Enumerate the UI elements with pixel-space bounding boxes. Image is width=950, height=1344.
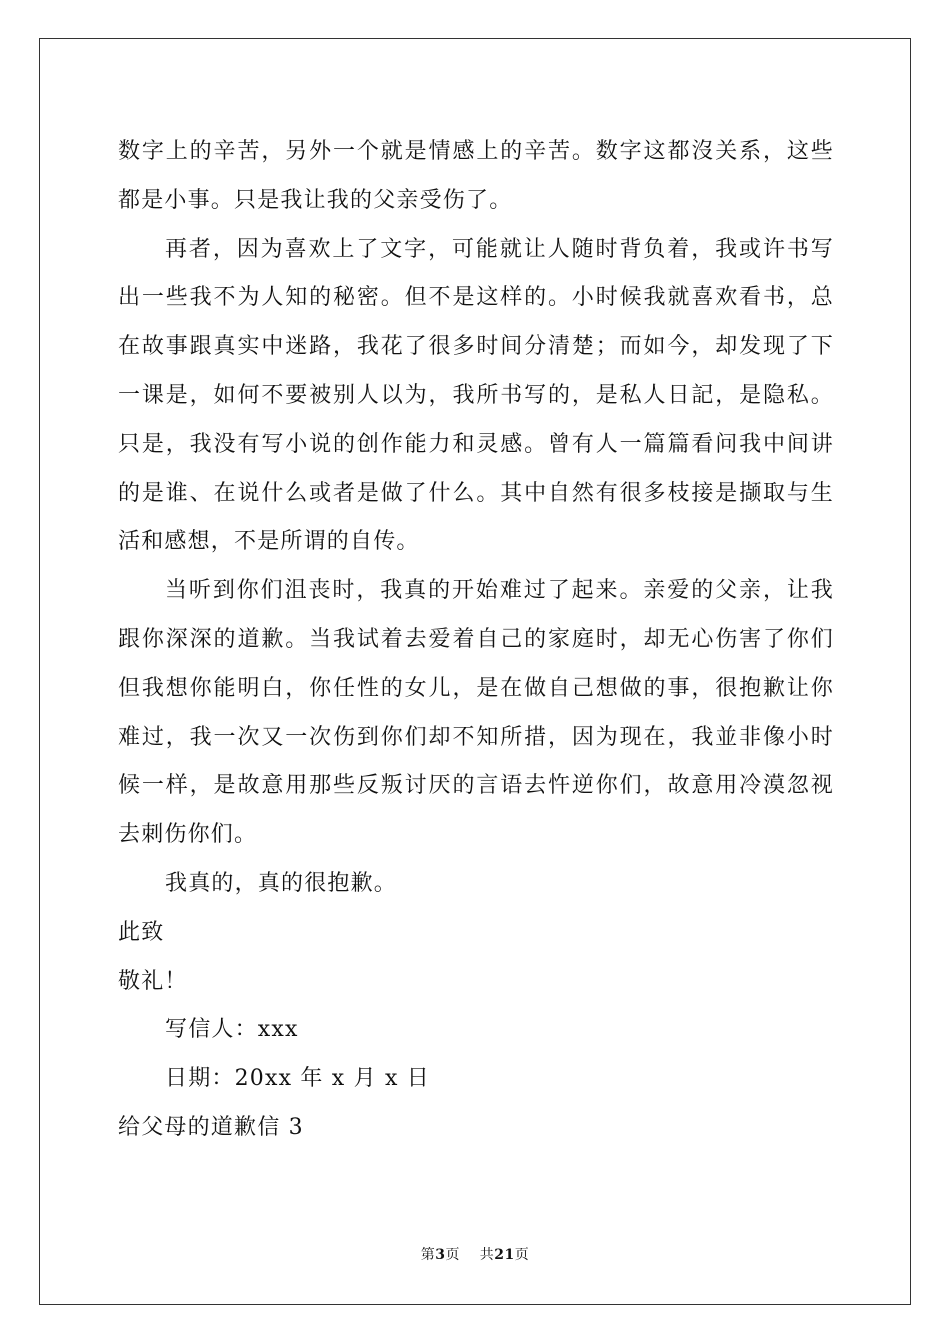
salutation-line: 此致 [118,919,165,945]
signature-writer: 写信人：xxx [165,1017,299,1043]
paragraph: 数字上的辛苦，另外一个就是情感上的辛苦。数字这都沒关系，这些都是小事。只是我让我的父亲受伤了。 [118,139,834,213]
total-suffix: 页 [514,1247,530,1263]
page-prefix: 第 [420,1247,436,1263]
paragraph: 当听到你们沮丧时，我真的开始难过了起来。亲爱的父亲，让我跟你深深的道歉。当我试着去爱着自己的家庭时，却无心伤害了你们但我想你能明白，你任性的女儿，是在做自己想做的事，很抱歉让你难过，我一次又一次伤到你们却不知所措，因为现在，我並非像小时候一样，是故意用那些反叛讨厌的言语去忤逆你们，故意用冷漠忽视去刺伤你们。 [118,578,834,848]
page-suffix: 页 [445,1247,460,1263]
page-number: 3 [435,1247,446,1263]
paragraph: 再者，因为喜欢上了文字，可能就让人随时背负着，我或许书写出一些我不为人知的秘密。但不是这样的。小时候我就喜欢看书，总在故事跟真实中迷路，我花了很多时间分清楚；而如今，却发现了下一课是，如何不要被别人以为，我所书写的，是私人日記，是隐私。只是，我没有写小说的创作能力和灵感。曾有人一篇篇看问我中间讲的是谁、在说什么或者是做了什么。其中自然有很多枝接是撷取与生活和感想，不是所谓的自传。 [118,236,834,555]
salutation-closing: 敬礼！ [118,968,188,994]
section-title: 给父母的道歉信 3 [118,1114,304,1140]
paragraph: 我真的，真的很抱歉。 [165,870,398,896]
document-body [118,128,834,1153]
signature-date: 日期：20xx 年 x 月 x 日 [165,1066,430,1092]
page-footer [0,1244,950,1264]
total-pages: 21 [494,1247,515,1263]
total-prefix: 共 [479,1247,495,1263]
